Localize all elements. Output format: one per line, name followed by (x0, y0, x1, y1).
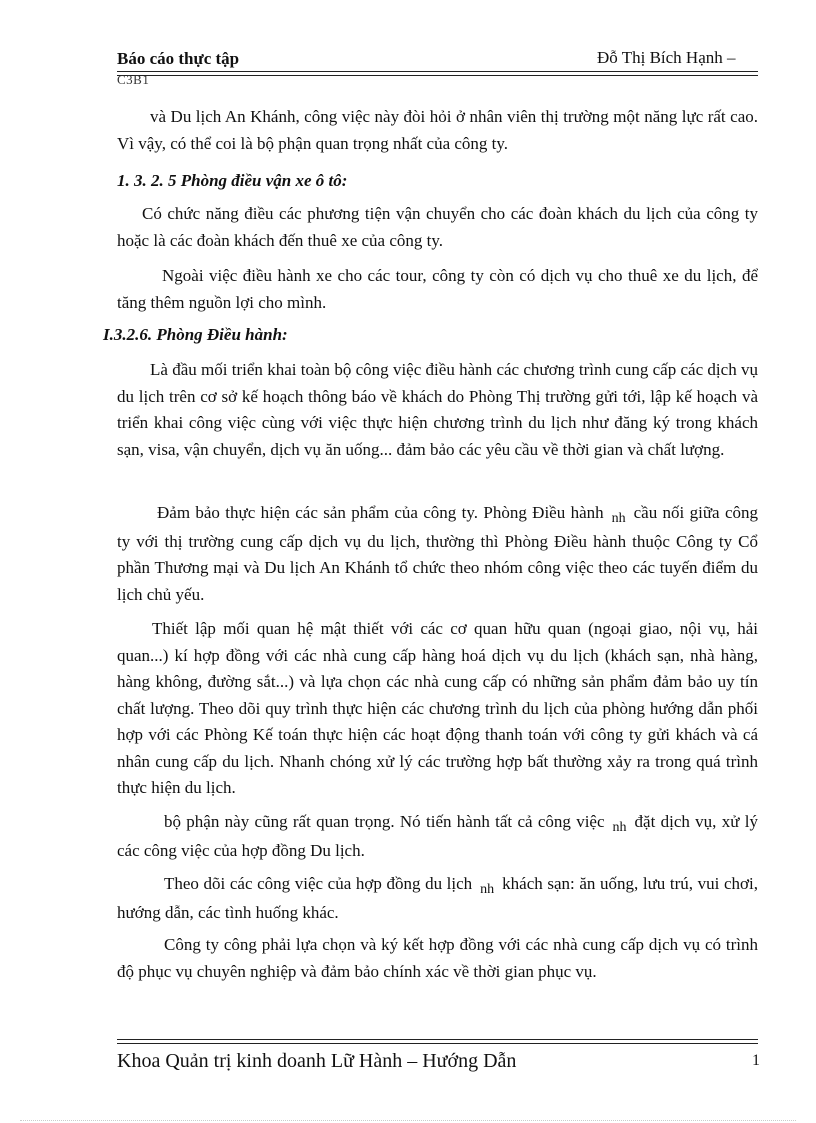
paragraph-4: Là đầu mối triển khai toàn bộ công việc điều hành các chương trình cung cấp các dịch vụ du lịch trên cơ sở kế hoạch thông báo về khách do Phòng Thị trường gửi tới, lập kế hoạch và triển khai công việc cùng với việc thực hiện chương trình du lịch như đăng ký trong khách sạn, visa, vận chuyển, dịch vụ ăn uống... đảm bảo các yêu cầu về thời gian và chất lượng. (117, 360, 758, 459)
header-title: Báo cáo thực tập (117, 49, 240, 68)
paragraph-6: Thiết lập mối quan hệ mật thiết với các cơ quan hữu quan (ngoại giao, nội vụ, hải quan...) kí hợp đồng với các nhà cung cấp hàng hoá dịch vụ du lịch (khách sạn, nhà hàng, hàng không, đường sắt...) và lựa chọn các nhà cung cấp có những sản phẩm đảm bảo uy tín chất lượng. Theo dõi quy trình thực hiện các chương trình du lịch của phòng hướng dẫn phối hợp với các Phòng Kế toán thực hiện các hoạt động thanh toán với công ty gửi khách và cá nhân cung cấp du lịch. Nhanh chóng xử lý các trường hợp bất thường xảy ra trong quá trình thực hiện du lịch. (117, 619, 758, 797)
paragraph-8-text-a: Theo dõi các công việc của hợp đồng du lịch (164, 874, 473, 893)
paragraph-5-text-b: cầu nối giữa công ty với thị trường cung cấp dịch vụ du lịch, thường thì Phòng Điều hành thuộc Công ty Cổ phần Thương mại và Du lịch An Khánh tổ chức theo nhóm công việc theo các tuyến điểm du lịch chủ yếu. (117, 503, 758, 604)
header-author: Đỗ Thị Bích Hạnh – (597, 48, 736, 67)
paragraph-7-text-a: bộ phận này cũng rất quan trọng. Nó tiến hành tất cả công việc (164, 812, 605, 831)
footer-rule (117, 1043, 758, 1044)
header-rule-thin (117, 75, 758, 76)
paragraph-7 (117, 809, 758, 864)
paragraph-1: và Du lịch An Khánh, công việc này đòi hỏi ở nhân viên thị trường một năng lực rất cao. Vì vậy, có thể coi là bộ phận quan trọng nhất của công ty. (117, 107, 758, 153)
paragraph-2: Có chức năng điều các phương tiện vận chuyển cho các đoàn khách du lịch của công ty hoặc là các đoàn khách đến thuê xe của công ty. (117, 204, 758, 250)
paragraph-7-fragment: nh (612, 820, 627, 835)
heading-1-3-2-6: I.3.2.6. Phòng Điều hành: (103, 325, 288, 344)
paragraph-8-text-b: khách sạn: ăn uống, lưu trú, vui chơi, hướng dẫn, các tình huống khác. (117, 874, 758, 922)
paragraph-3: Ngoài việc điều hành xe cho các tour, công ty còn có dịch vụ cho thuê xe du lịch, để tăng thêm nguồn lợi cho mình. (117, 266, 758, 312)
heading-1-3-2-5: 1. 3. 2. 5 Phòng điều vận xe ô tô: (117, 171, 348, 190)
page-edge-dotted-line (20, 1120, 796, 1121)
header-rule (117, 71, 758, 72)
paragraph-5-text-a: Đảm bảo thực hiện các sản phẩm của công ty. Phòng Điều hành (157, 503, 604, 522)
footer-rule-thin (117, 1039, 758, 1040)
paragraph-5 (117, 500, 758, 608)
page-number: 1 (752, 1052, 760, 1069)
header-class-code: C3B1 (117, 72, 150, 87)
paragraph-5-fragment: nh (611, 511, 626, 526)
paragraph-8 (117, 871, 758, 926)
footer-department: Khoa Quản trị kinh doanh Lữ Hành – Hướng Dẫn (117, 1050, 517, 1072)
paragraph-7-text-b: đặt dịch vụ, xử lý các công việc của hợp đồng Du lịch. (117, 812, 758, 860)
paragraph-9: Công ty công phải lựa chọn và ký kết hợp đồng với các nhà cung cấp dịch vụ có trình độ phục vụ chuyên nghiệp và đảm bảo chính xác về thời gian phục vụ. (117, 935, 758, 981)
paragraph-8-fragment: nh (480, 882, 495, 897)
